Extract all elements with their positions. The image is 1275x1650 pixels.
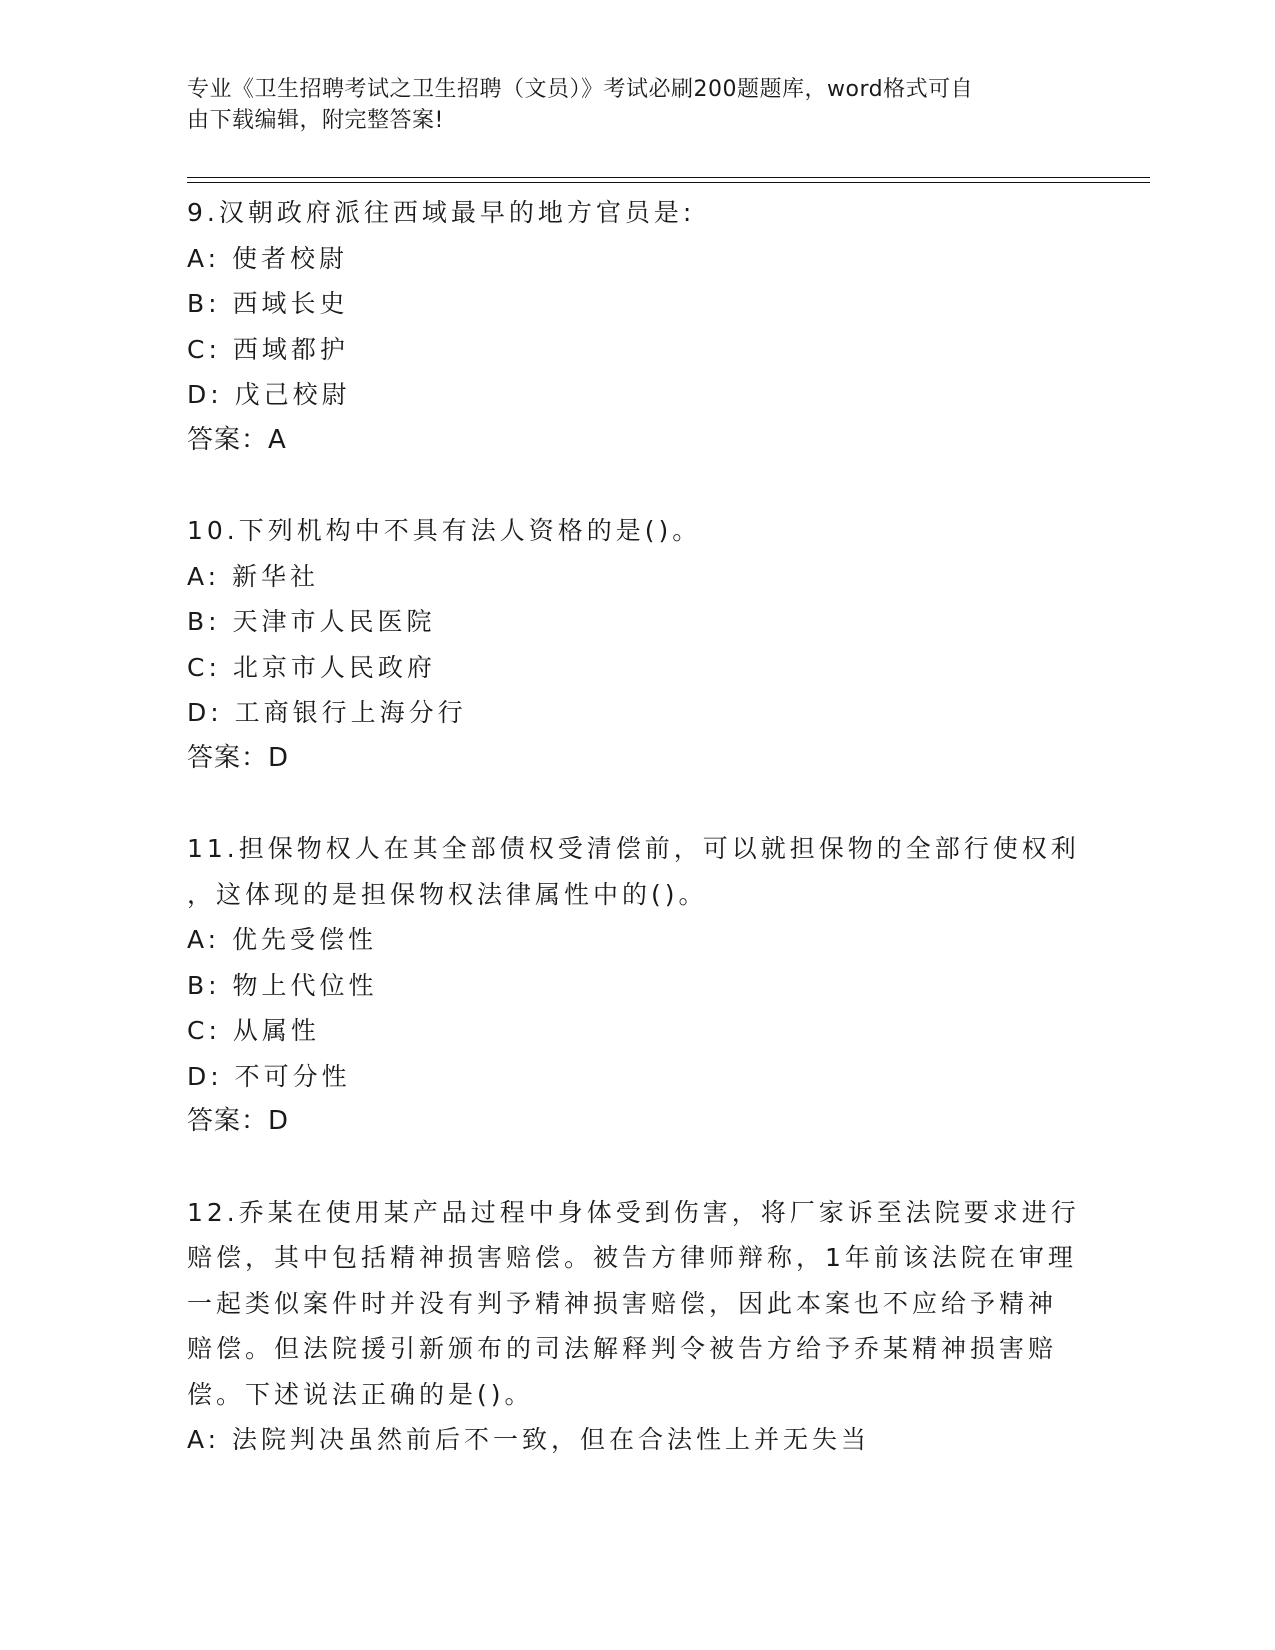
question-stem-line: 一起类似案件时并没有判予精神损害赔偿，因此本案也不应给予精神 xyxy=(187,1288,1058,1318)
answer-option: D: 戊己校尉 xyxy=(187,380,351,409)
header-line-2: 由下载编辑，附完整答案! xyxy=(187,108,444,133)
question-block xyxy=(187,1190,1087,1463)
answer-option: B: 物上代位性 xyxy=(187,970,378,1000)
header-divider-bottom xyxy=(187,182,1150,183)
answer-option: C: 北京市人民政府 xyxy=(187,652,436,682)
question-block xyxy=(187,190,1087,463)
question-stem-line: 11.担保物权人在其全部债权受清偿前，可以就担保物的全部行使权利 xyxy=(187,834,1080,863)
question-stem-line: ，这体现的是担保物权法律属性中的()。 xyxy=(187,879,708,909)
answer-option: C: 西域都护 xyxy=(187,334,349,364)
answer-option: A: 优先受偿性 xyxy=(187,925,378,954)
question-stem-line: 赔偿，其中包括精神损害赔偿。被告方律师辩称，1年前该法院在审理 xyxy=(187,1243,1077,1272)
correct-answer: 答案：D xyxy=(187,742,290,773)
answer-option: D: 工商银行上海分行 xyxy=(187,698,467,727)
header-divider-top xyxy=(187,177,1150,178)
question-stem-line: 12.乔某在使用某产品过程中身体受到伤害，将厂家诉至法院要求进行 xyxy=(187,1197,1080,1227)
question-stem-line: 9.汉朝政府派往西域最早的地方官员是: xyxy=(187,198,696,227)
answer-option: C: 从属性 xyxy=(187,1016,320,1045)
question-list xyxy=(187,190,1087,1508)
document-header xyxy=(187,74,1067,136)
question-stem-line: 10.下列机构中不具有法人资格的是()。 xyxy=(187,516,702,545)
header-line-1: 专业《卫生招聘考试之卫生招聘（文员）》考试必刷200题题库，word格式可自 xyxy=(187,77,974,102)
question-block xyxy=(187,826,1087,1145)
answer-option: A: 使者校尉 xyxy=(187,243,349,273)
question-stem-line: 偿。下述说法正确的是()。 xyxy=(187,1379,534,1409)
answer-option: B: 西域长史 xyxy=(187,289,349,318)
answer-option: B: 天津市人民医院 xyxy=(187,607,436,636)
question-stem-line: 赔偿。但法院援引新颁布的司法解释判令被告方给予乔某精神损害赔 xyxy=(187,1334,1058,1363)
answer-option: D: 不可分性 xyxy=(187,1061,351,1091)
answer-option: A: 新华社 xyxy=(187,561,320,591)
correct-answer: 答案：D xyxy=(187,1106,290,1136)
question-block xyxy=(187,508,1087,781)
answer-option: A: 法院判决虽然前后不一致，但在合法性上并无失当 xyxy=(187,1425,871,1454)
correct-answer: 答案：A xyxy=(187,424,287,455)
